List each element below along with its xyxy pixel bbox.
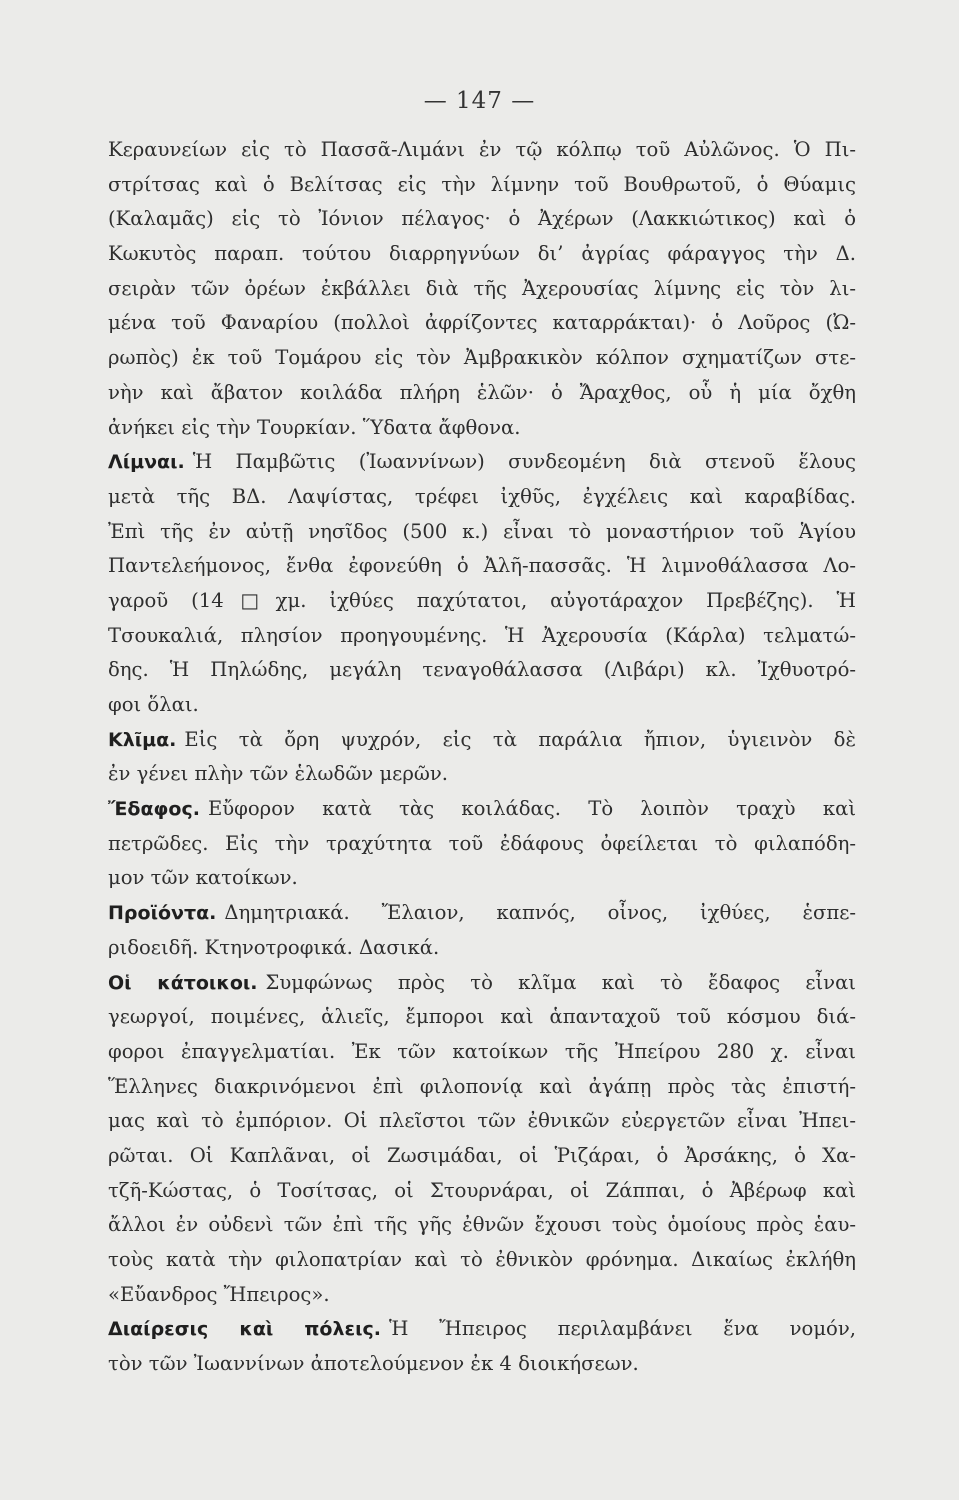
text-line <box>108 445 856 480</box>
text-line <box>108 861 856 896</box>
text-line <box>108 966 856 1001</box>
text-line <box>108 1278 856 1313</box>
line-text: ἐν γένει πλὴν τῶν ἑλωδῶν μερῶν. <box>108 762 448 786</box>
line-text: Τσουκαλιά, πλησίον προηγουμένης. Ἡ Ἀχερουσία (Κάρλα) τελματώ- <box>108 623 856 647</box>
section-heading: Ἔδαφος. <box>108 798 200 821</box>
text-line <box>108 1243 856 1278</box>
text-line <box>108 792 856 827</box>
line-text: τζῆ-Κώστας, ὁ Τοσίτσας, οἱ Στουρνάραι, οἱ Ζάππαι, ὁ Ἀβέρωφ καὶ <box>108 1178 856 1202</box>
line-text: Κεραυνείων εἰς τὸ Πασσᾶ-Λιμάνι ἐν τῷ κόλπῳ τοῦ Αὐλῶνος. Ὁ Πι- <box>108 138 856 161</box>
line-text: ἄλλοι ἐν οὐδενὶ τῶν ἐπὶ τῆς γῆς ἐθνῶν ἔχουσι τοὺς ὁμοίους πρὸς ἑαυ- <box>108 1213 856 1237</box>
line-text: πετρῶδες. Εἰς τὴν τραχύτητα τοῦ ἐδάφους ὀφείλεται τὸ φιλαπόδη- <box>108 831 856 855</box>
line-text: Δημητριακά. Ἔλαιον, καπνός, οἶνος, ἰχθύες, ἑσπε- <box>224 901 856 925</box>
text-line <box>108 411 856 446</box>
line-text: γεωργοί, ποιμένες, ἁλιεῖς, ἔμποροι καὶ ἁπανταχοῦ τοῦ κόσμου διά- <box>108 1005 856 1029</box>
text-line <box>108 272 856 307</box>
text-line <box>108 1208 856 1243</box>
line-text: τὸν τῶν Ἰωαννίνων ἀποτελούμενον ἐκ 4 διοικήσεων. <box>108 1352 639 1376</box>
line-text: μετὰ τῆς ΒΔ. Λαψίστας, τρέφει ἰχθῦς, ἐγχέλεις καὶ καραβίδας. <box>108 484 856 508</box>
line-text: «Εὔανδρος Ἤπειρος». <box>108 1282 330 1306</box>
section-heading: Λίμναι. <box>108 451 185 474</box>
text-line <box>108 168 856 203</box>
text-line <box>108 306 856 341</box>
text-line <box>108 1347 856 1382</box>
text-line <box>108 688 856 723</box>
text-line <box>108 896 856 931</box>
line-text: Εὔφορον κατὰ τὰς κοιλάδας. Τὸ λοιπὸν τραχὺ καὶ <box>207 797 856 821</box>
section-heading: Προϊόντα. <box>108 902 217 925</box>
text-line <box>108 1312 856 1347</box>
line-text: Εἰς τὰ ὄρη ψυχρόν, εἰς τὰ παράλια ἤπιον, ὑγιεινὸν δὲ <box>184 727 856 751</box>
line-text: μας καὶ τὸ ἐμπόριον. Οἱ πλεῖστοι τῶν ἐθνικῶν εὐεργετῶν εἶναι Ἠπει- <box>108 1109 856 1133</box>
line-text: τοὺς κατὰ τὴν φιλοπατρίαν καὶ τὸ ἐθνικὸν φρόνημα. Δικαίως ἐκλήθη <box>108 1248 856 1271</box>
text-line <box>108 1035 856 1070</box>
line-text: μένα τοῦ Φαναρίου (πολλοὶ ἀφρίζοντες καταρράκται)· ὁ Λοῦρος (Ὠ- <box>108 311 856 335</box>
line-text: στρίτσας καὶ ὁ Βελίτσας εἰς τὴν λίμνην τοῦ Βουθρωτοῦ, ὁ Θύαμις <box>108 172 856 196</box>
text-line <box>108 827 856 862</box>
text-line <box>108 1070 856 1105</box>
line-text: νὴν καὶ ἄβατον κοιλάδα πλήρη ἑλῶν· ὁ Ἄραχθος, οὗ ἡ μία ὄχθη <box>108 380 856 404</box>
text-line <box>108 1174 856 1209</box>
line-text: Ἡ Παμβῶτις (Ἰωαννίνων) συνδεομένη διὰ στενοῦ ἕλους <box>192 450 856 474</box>
page-number: — 147 — <box>423 88 536 114</box>
text-line <box>108 515 856 550</box>
line-text: (Καλαμᾶς) εἰς τὸ Ἰόνιον πέλαγος· ὁ Ἀχέρων (Λακκιώτικος) καὶ ὁ <box>108 207 856 231</box>
text-line <box>108 480 856 515</box>
section-heading: Οἱ κάτοικοι. <box>108 971 258 994</box>
text-line <box>108 202 856 237</box>
text-line <box>108 1139 856 1174</box>
text-line <box>108 133 856 168</box>
text-line <box>108 1104 856 1139</box>
text-line <box>108 376 856 411</box>
text-line <box>108 584 856 619</box>
text-line <box>108 549 856 584</box>
text-line <box>108 931 856 966</box>
section-heading: Διαίρεσις καὶ πόλεις. <box>108 1318 381 1341</box>
line-text: ρωπὸς) ἐκ τοῦ Τομάρου εἰς τὸν Ἀμβρακικὸν κόλπον σχηματίζων στε- <box>108 346 856 370</box>
line-text: φοροι ἐπαγγελματίαι. Ἐκ τῶν κατοίκων τῆς Ἠπείρου 280 χ. εἶναι <box>108 1039 856 1063</box>
text-line <box>108 619 856 654</box>
line-text: Παντελεήμονος, ἔνθα ἐφονεύθη ὁ Ἀλῆ-πασσᾶς. Ἡ λιμνοθάλασσα Λο- <box>108 554 856 578</box>
line-text: Κωκυτὸς παραπ. τούτου διαρρηγνύων δι’ ἀγρίας φάραγγος τὴν Δ. <box>108 242 856 266</box>
text-line <box>108 341 856 376</box>
section-heading: Κλῖμα. <box>108 728 177 751</box>
text-line <box>108 653 856 688</box>
line-text: Ἡ Ἤπειρος περιλαμβάνει ἕνα νομόν, <box>388 1317 856 1341</box>
line-text: ἀνήκει εἰς τὴν Τουρκίαν. Ὕδατα ἄφθονα. <box>108 415 521 439</box>
line-text: Ἐπὶ τῆς ἐν αὐτῇ νησῖδος (500 κ.) εἶναι τὸ μοναστήριον τοῦ Ἁγίου <box>108 519 856 543</box>
line-text: Ἕλληνες διακρινόμενοι ἐπὶ φιλοπονίᾳ καὶ ἀγάπῃ πρὸς τὰς ἐπιστή- <box>108 1074 856 1098</box>
line-text: ριδοειδῆ. Κτηνοτροφικά. Δασικά. <box>108 935 440 959</box>
line-text: ρῶται. Οἱ Καπλᾶναι, οἱ Ζωσιμάδαι, οἱ Ῥιζάραι, ὁ Ἀρσάκης, ὁ Χα- <box>108 1143 856 1167</box>
line-text: φοι ὅλαι. <box>108 693 199 716</box>
line-text: γαροῦ (14□χμ. ἰχθύες παχύτατοι, αὐγοτάραχον Πρεβέζης). Ἡ <box>108 588 856 612</box>
line-text: δης. Ἡ Πηλώδης, μεγάλη τεναγοθάλασσα (Λιβάρι) κλ. Ἰχθυοτρό- <box>108 658 856 682</box>
text-line <box>108 757 856 792</box>
line-text: σειρὰν τῶν ὀρέων ἐκβάλλει διὰ τῆς Ἀχερουσίας λίμνης εἰς τὸν λι- <box>108 276 856 300</box>
text-line <box>108 723 856 758</box>
line-text: μον τῶν κατοίκων. <box>108 866 298 890</box>
text-line <box>108 1000 856 1035</box>
body-text <box>108 133 856 1382</box>
text-line <box>108 237 856 272</box>
line-text: Συμφώνως πρὸς τὸ κλῖμα καὶ τὸ ἔδαφος εἶναι <box>265 970 856 994</box>
